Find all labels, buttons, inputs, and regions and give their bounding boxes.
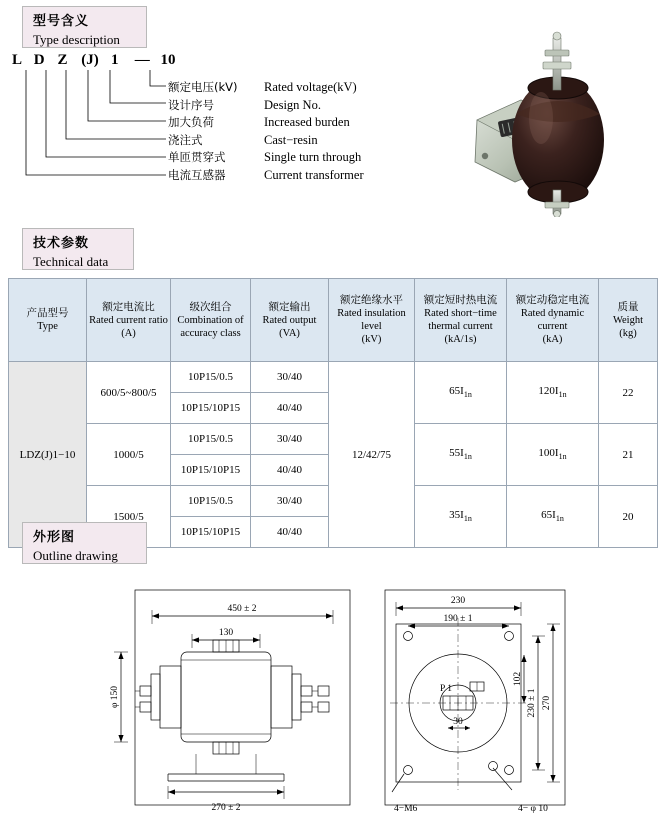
type-code-char-3: (J)	[81, 52, 99, 68]
type-code-char-0: L	[12, 52, 23, 68]
dynamic-value: 65I	[541, 509, 556, 522]
dynamic-value: 100I	[538, 447, 559, 460]
legend-item	[168, 166, 364, 184]
cell-output: 30/40	[251, 362, 329, 393]
legend-item-en: Cast−resin	[264, 132, 318, 147]
legend-item	[168, 131, 364, 149]
header-unit: (kA/1s)	[444, 334, 477, 345]
header-unit: (VA)	[279, 327, 300, 339]
cell-weight: 22	[599, 362, 658, 424]
header-en: Rated current ratio	[89, 314, 168, 326]
cell-output: 40/40	[251, 517, 329, 548]
cell-output: 30/40	[251, 486, 329, 517]
header-en: Combination of accuracy class	[177, 314, 244, 339]
header-en: Rated output	[262, 314, 317, 326]
cell-accuracy: 10P15/10P15	[171, 393, 251, 424]
dim-front-overall-width: 450 ± 2	[227, 604, 257, 614]
header-cn: 额定绝缘水平	[340, 294, 403, 306]
section-title-en: Type description	[33, 32, 120, 47]
table-row	[9, 362, 658, 393]
table-header-cell	[599, 279, 658, 362]
cell-output: 40/40	[251, 393, 329, 424]
header-unit: (A)	[121, 327, 136, 339]
legend-item	[168, 113, 364, 131]
marker-p1: P 1	[439, 684, 452, 694]
cell-thermal-current	[415, 362, 507, 424]
cell-accuracy: 10P15/10P15	[171, 455, 251, 486]
type-description-block	[0, 0, 364, 215]
section-header-technical-data	[22, 228, 134, 270]
legend-item-en: Rated voltage(kV)	[264, 80, 357, 94]
product-photo	[455, 22, 645, 217]
cell-weight: 20	[599, 486, 658, 548]
cell-dynamic-current	[507, 424, 599, 486]
cell-weight: 21	[599, 424, 658, 486]
legend-item	[168, 96, 364, 114]
dynamic-sub: 1n	[558, 452, 567, 462]
dim-front-base-width: 270 ± 2	[211, 803, 241, 813]
type-code-char-2: Z	[57, 52, 68, 68]
cell-insulation-level: 12/42/75	[329, 362, 415, 548]
section-title-cn: 型号含义	[33, 14, 90, 29]
thermal-sub: 1n	[463, 514, 472, 524]
cell-dynamic-current	[507, 486, 599, 548]
table-header-cell	[415, 279, 507, 362]
technical-data-table	[8, 278, 658, 548]
thermal-value: 35I	[449, 509, 464, 522]
dim-side-small: 30	[453, 717, 463, 727]
cell-accuracy: 10P15/0.5	[171, 362, 251, 393]
table-header-row	[9, 279, 658, 362]
header-unit: (kg)	[619, 327, 637, 339]
legend-item-cn: 浇注式	[168, 132, 203, 147]
dynamic-value: 120I	[538, 385, 559, 398]
header-cn: 额定输出	[268, 300, 311, 313]
header-cn: 级次组合	[189, 300, 232, 313]
type-code-char-6: 10	[160, 52, 176, 68]
legend-item-en: Current transformer	[264, 167, 364, 182]
dim-front-diameter: φ 150	[110, 685, 120, 709]
type-code-char-4: 1	[111, 52, 119, 68]
cell-accuracy: 10P15/0.5	[171, 424, 251, 455]
table-header-cell	[171, 279, 251, 362]
header-en: Weight	[612, 314, 644, 326]
note-4-phi10: 4− φ 10	[518, 804, 548, 814]
table-header-cell	[87, 279, 171, 362]
dim-front-inner-width: 130	[218, 628, 234, 638]
header-en: Rated short−time thermal current	[424, 308, 497, 332]
dynamic-sub: 1n	[558, 390, 567, 400]
dynamic-sub: 1n	[555, 514, 564, 524]
thermal-sub: 1n	[463, 390, 472, 400]
header-cn: 产品型号	[26, 307, 69, 319]
header-cn: 质量	[617, 300, 639, 313]
header-en: Rated dynamic current	[520, 308, 585, 332]
header-cn: 额定动稳定电流	[515, 294, 590, 306]
legend-item	[168, 78, 364, 96]
cell-accuracy: 10P15/10P15	[171, 517, 251, 548]
section-title-cn: 技术参数	[33, 236, 90, 251]
type-code-char-5: —	[134, 52, 150, 68]
thermal-value: 65I	[449, 385, 464, 398]
header-cn: 额定电流比	[102, 300, 155, 313]
section-title-cn: 外形图	[33, 530, 76, 545]
header-unit: (kV)	[361, 334, 382, 345]
section-title-en: Outline drawing	[33, 548, 118, 563]
cell-ratio: 1000/5	[87, 424, 171, 486]
cell-accuracy: 10P15/0.5	[171, 486, 251, 517]
dim-side-total-height: 270	[542, 695, 552, 711]
note-4-m6: 4−M6	[394, 804, 418, 814]
legend-item-en: Single turn through	[264, 150, 362, 164]
header-cn: 额定短时热电流	[423, 294, 498, 306]
type-code-char-1: D	[33, 52, 45, 68]
legend-item-en: Increased burden	[264, 115, 350, 129]
section-title-en: Technical data	[33, 254, 109, 269]
thermal-value: 55I	[449, 447, 464, 460]
section-header-outline-drawing	[22, 522, 147, 564]
legend-list	[168, 78, 364, 183]
table-header-cell	[329, 279, 415, 362]
dim-side-inner-height: 102	[513, 671, 523, 687]
header-unit: (kA)	[542, 334, 563, 345]
table-header-cell	[9, 279, 87, 362]
legend-item	[168, 148, 364, 166]
outline-drawing	[0, 578, 665, 818]
cell-dynamic-current	[507, 362, 599, 424]
dim-side-top-width: 230	[450, 596, 466, 606]
cell-output: 30/40	[251, 424, 329, 455]
table-header-cell	[507, 279, 599, 362]
cell-type: LDZ(J)1−10	[9, 362, 87, 548]
table-header-cell	[251, 279, 329, 362]
legend-item-en: Design No.	[264, 97, 321, 112]
cell-thermal-current	[415, 486, 507, 548]
legend-item-cn: 额定电压(kV)	[168, 80, 238, 94]
cell-output: 40/40	[251, 455, 329, 486]
legend-item-cn: 单匝贯穿式	[168, 150, 226, 164]
header-en: Rated insulation level	[337, 308, 406, 332]
dim-side-hole-height: 230 ± 1	[527, 688, 537, 718]
header-en: Type	[37, 321, 58, 332]
cell-ratio: 1500/5	[87, 486, 171, 548]
thermal-sub: 1n	[463, 452, 472, 462]
legend-item-cn: 设计序号	[168, 97, 214, 112]
legend-item-cn: 电流互感器	[168, 167, 226, 182]
dim-side-hole-span: 190 ± 1	[443, 614, 473, 624]
cell-ratio: 600/5~800/5	[87, 362, 171, 424]
legend-item-cn: 加大负荷	[168, 115, 214, 129]
cell-thermal-current	[415, 424, 507, 486]
